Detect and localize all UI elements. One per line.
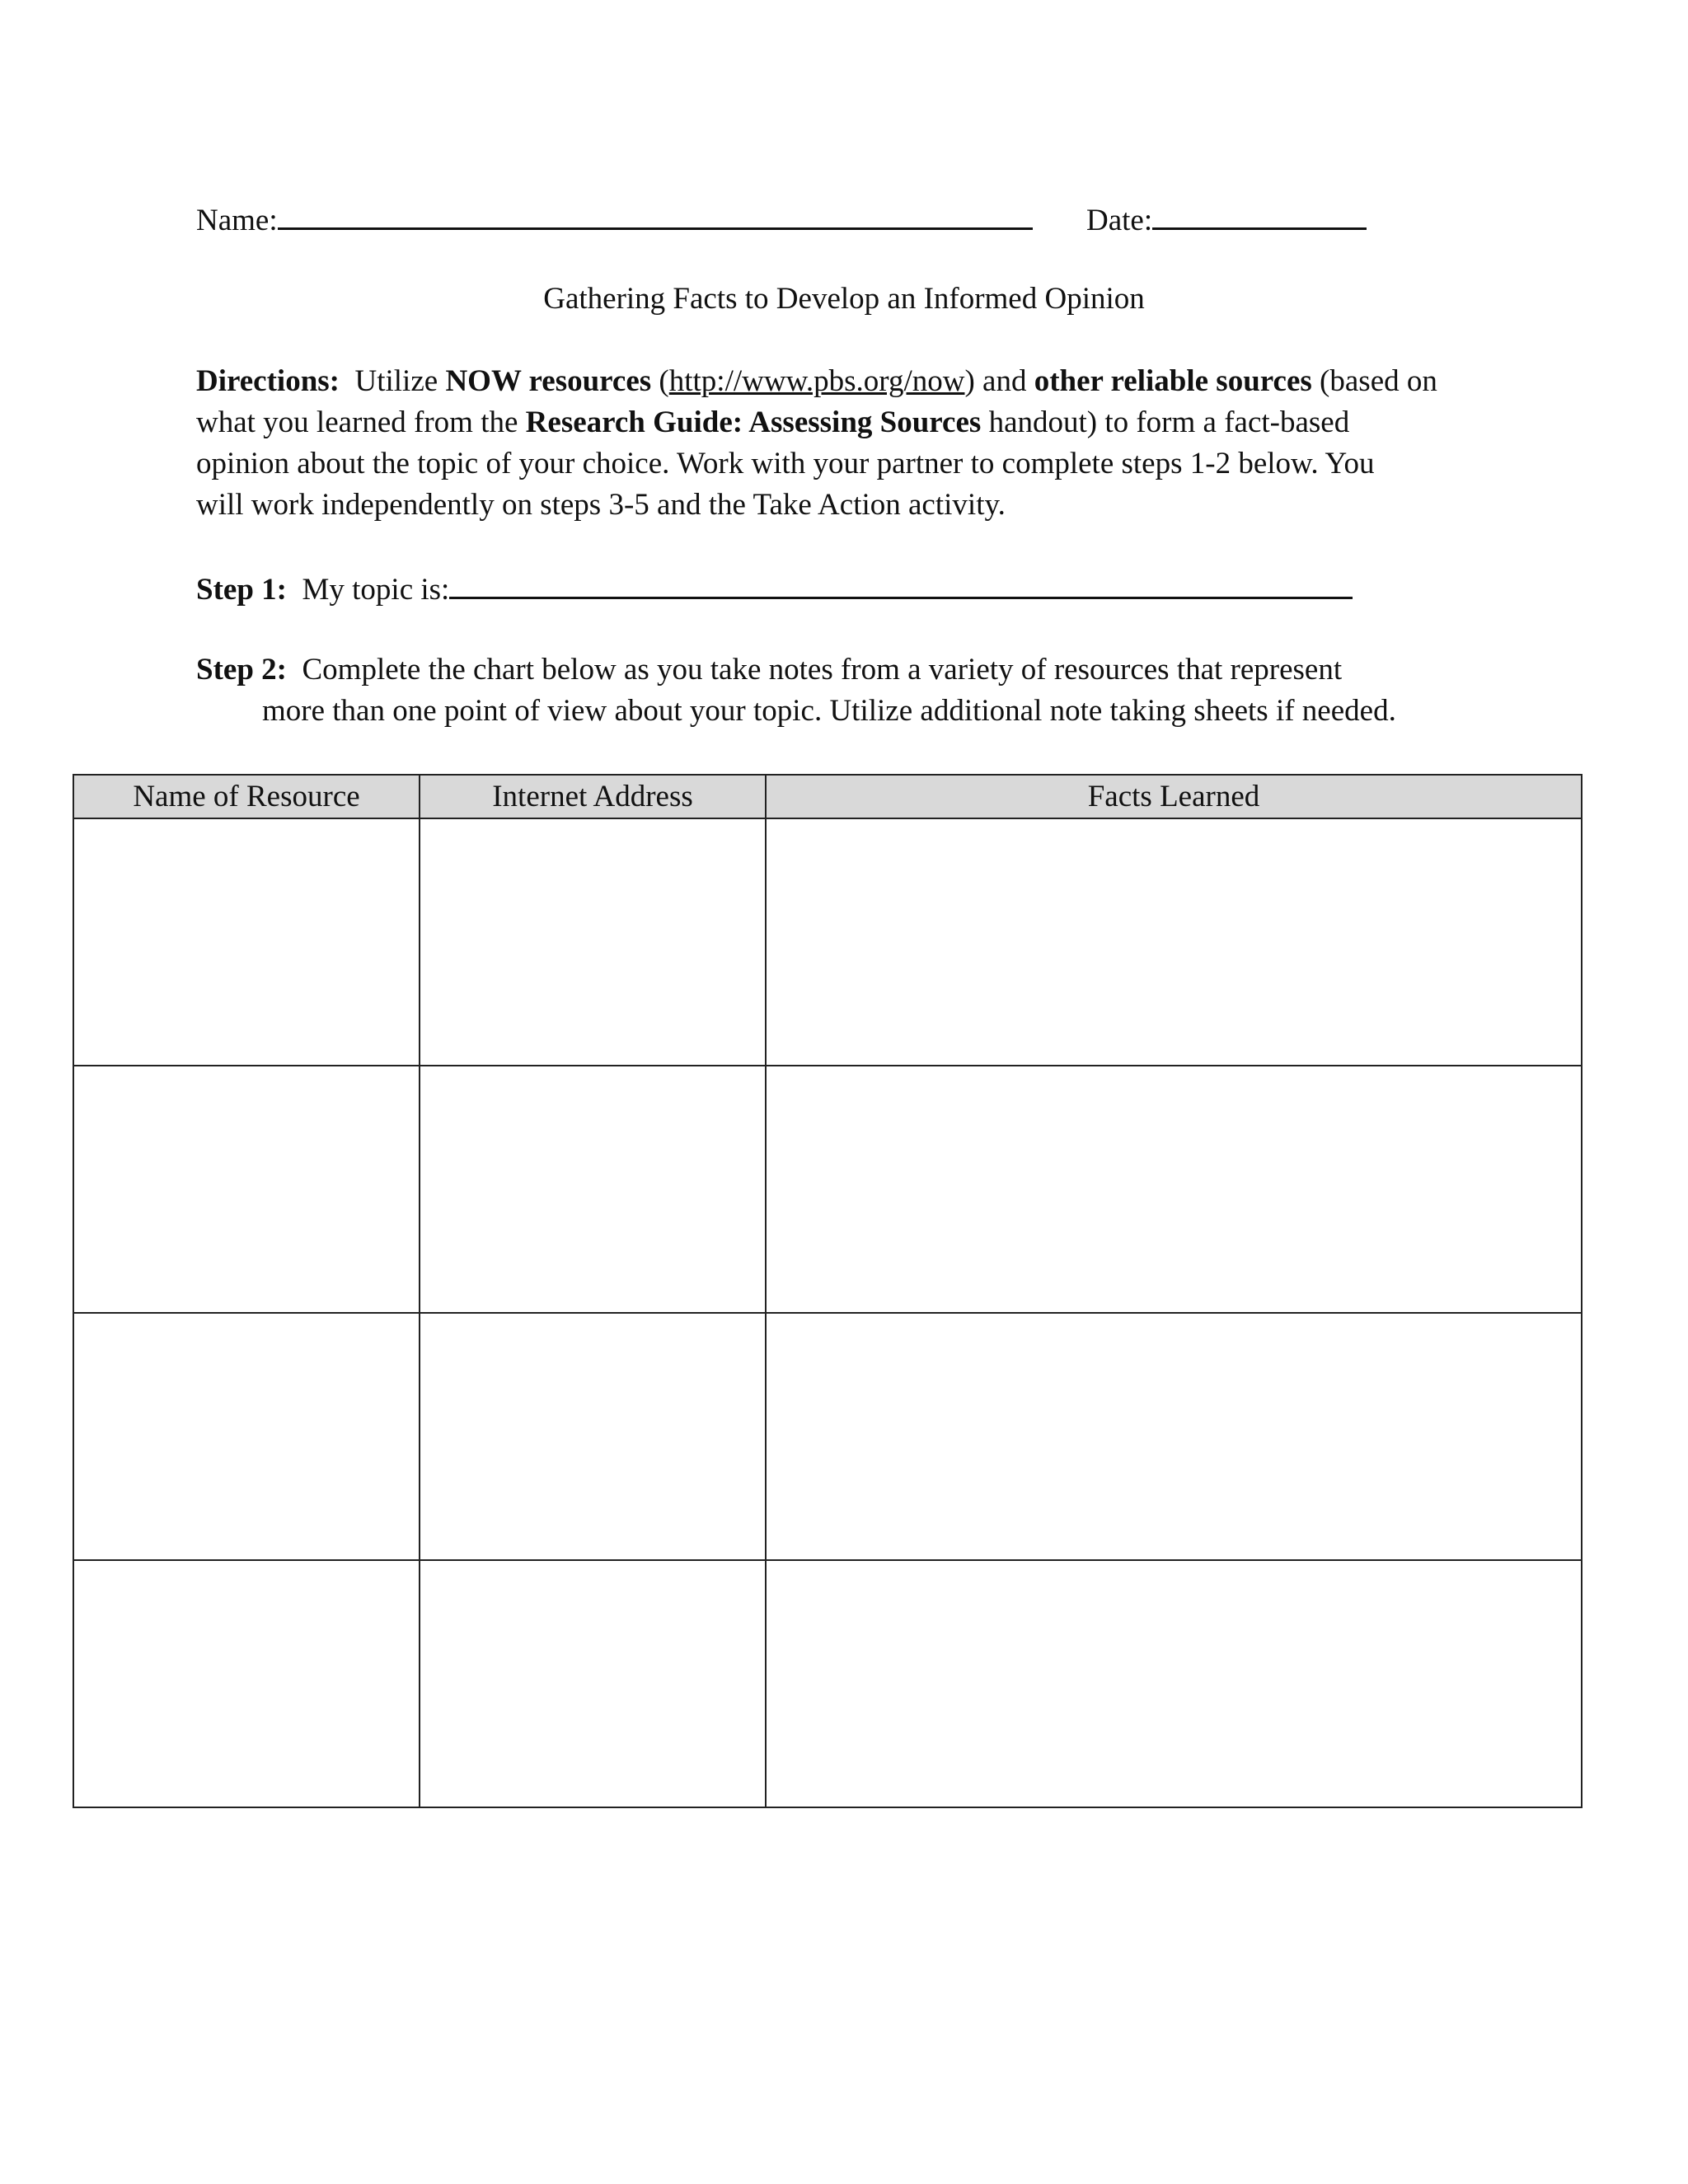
internet-address-cell[interactable]	[420, 1066, 766, 1313]
table-row	[73, 1066, 1582, 1313]
notes-chart	[73, 774, 1582, 1808]
resource-name-cell[interactable]	[73, 1560, 420, 1807]
date-label: Date:	[1086, 204, 1153, 237]
directions-text: what you learned from the	[196, 405, 526, 439]
directions-text: Utilize	[354, 364, 446, 398]
table-row	[73, 818, 1582, 1066]
now-resources: NOW resources	[445, 364, 652, 398]
directions-line-2	[196, 402, 1349, 443]
step-1-line	[196, 567, 1353, 611]
reliable-sources: other reliable sources	[1034, 364, 1312, 398]
step-1-text: My topic is:	[302, 573, 450, 607]
chart-header-row	[73, 775, 1582, 818]
header-name-of-resource: Name of Resource	[73, 775, 420, 818]
directions-line-4: will work independently on steps 3-5 and the Take Action activity.	[196, 488, 1006, 522]
directions-text: (based on	[1311, 364, 1437, 398]
resource-name-cell[interactable]	[73, 1313, 420, 1560]
internet-address-cell[interactable]	[420, 1560, 766, 1807]
step-2-line-1	[196, 649, 1342, 691]
name-blank[interactable]	[278, 198, 1033, 230]
step-1-label: Step 1:	[196, 573, 287, 607]
table-row	[73, 1560, 1582, 1807]
date-blank[interactable]	[1152, 198, 1367, 230]
facts-learned-cell[interactable]	[766, 1066, 1582, 1313]
resource-name-cell[interactable]	[73, 1066, 420, 1313]
directions-line-3: opinion about the topic of your choice. Work with your partner to complete steps 1-2 below. You	[196, 447, 1375, 480]
worksheet-title: Gathering Facts to Develop an Informed Opinion	[543, 282, 1145, 316]
facts-learned-cell[interactable]	[766, 818, 1582, 1066]
header-facts-learned: Facts Learned	[766, 775, 1582, 818]
pbs-link[interactable]: http://www.pbs.org/now	[668, 364, 965, 398]
step-2-label: Step 2:	[196, 653, 287, 687]
date-line	[1086, 198, 1367, 241]
directions-label: Directions:	[196, 364, 340, 398]
resource-name-cell[interactable]	[73, 818, 420, 1066]
step-2-text: Complete the chart below as you take notes from a variety of resources that represent	[302, 653, 1343, 687]
header-internet-address: Internet Address	[420, 775, 766, 818]
directions-line-1	[196, 361, 1437, 402]
step-2-line-2: more than one point of view about your topic. Utilize additional note taking sheets if needed.	[262, 694, 1396, 728]
topic-blank[interactable]	[449, 567, 1353, 599]
internet-address-cell[interactable]	[420, 1313, 766, 1560]
directions-text: (	[651, 364, 669, 398]
facts-learned-cell[interactable]	[766, 1313, 1582, 1560]
name-date-line	[196, 198, 1033, 241]
facts-learned-cell[interactable]	[766, 1560, 1582, 1807]
name-label: Name:	[196, 204, 278, 237]
directions-text: ) and	[964, 364, 1034, 398]
table-row	[73, 1313, 1582, 1560]
internet-address-cell[interactable]	[420, 818, 766, 1066]
directions-text: handout) to form a fact-based	[981, 405, 1350, 439]
research-guide-title: Research Guide: Assessing Sources	[525, 405, 982, 439]
